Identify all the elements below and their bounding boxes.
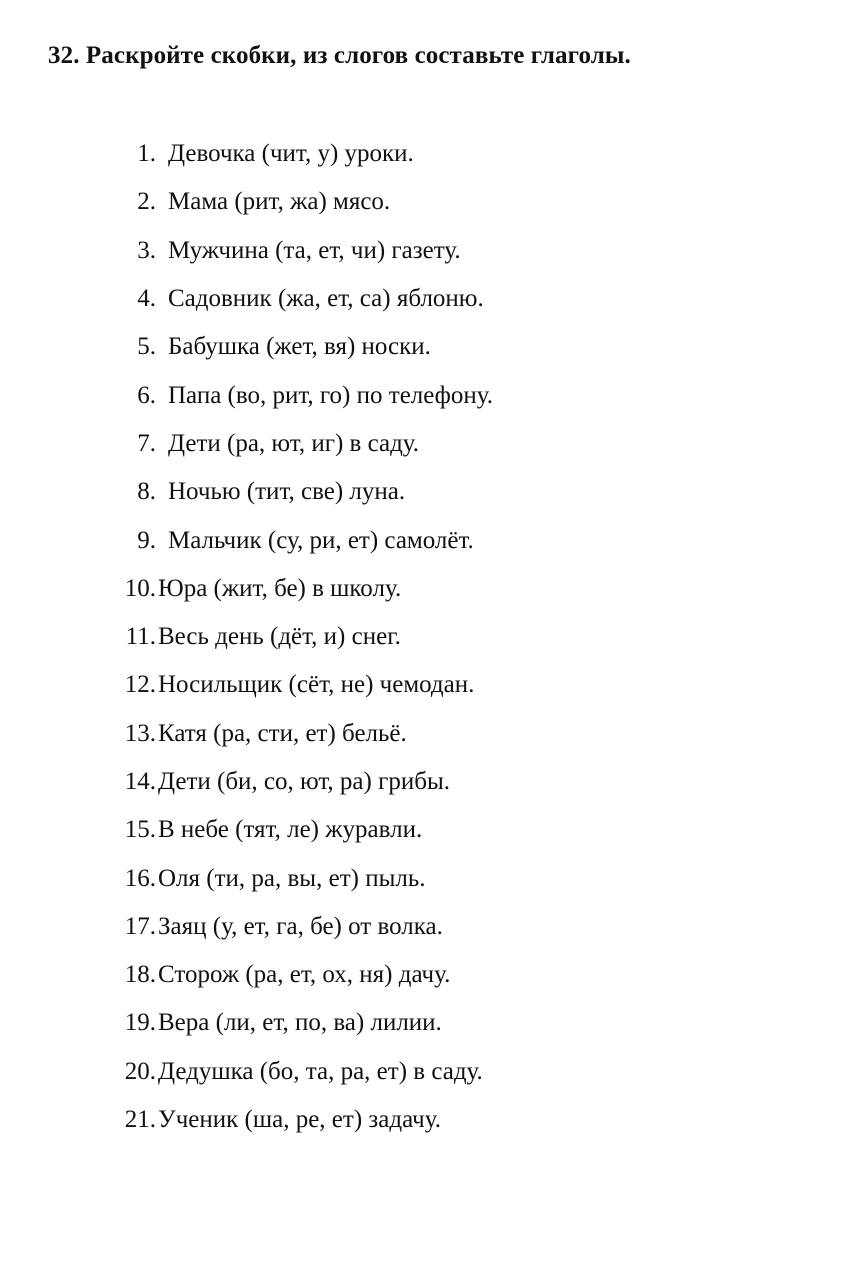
item-number: 10.: [124, 574, 156, 602]
item-number: 13.: [124, 719, 156, 747]
list-item: [110, 806, 810, 854]
list-item: [110, 661, 810, 709]
item-number: 5.: [137, 333, 156, 361]
item-sentence: Девочка (чит, у) уроки.: [168, 140, 414, 168]
list-item: [110, 903, 810, 951]
list-item: [110, 420, 810, 468]
list-item: [110, 275, 810, 323]
item-sentence: Мужчина (та, ет, чи) газету.: [168, 236, 461, 264]
list-item: [110, 371, 810, 419]
item-number: 21.: [124, 1106, 156, 1134]
item-sentence: Дедушка (бо, та, ра, ет) в саду.: [158, 1057, 483, 1085]
item-number: 7.: [137, 429, 156, 457]
item-sentence: Заяц (у, ет, га, бе) от волка.: [158, 912, 443, 940]
item-sentence: Вера (ли, ет, по, ва) лилии.: [158, 1009, 442, 1037]
list-item: [110, 130, 810, 178]
item-number: 19.: [124, 1009, 156, 1037]
item-sentence: Катя (ра, сти, ет) бельё.: [158, 719, 407, 747]
list-item: [110, 951, 810, 999]
item-sentence: Садовник (жа, ет, са) яблоню.: [168, 285, 484, 313]
list-item: [110, 758, 810, 806]
item-sentence: Носильщик (сёт, не) чемодан.: [158, 671, 475, 699]
item-sentence: В небе (тят, ле) журавли.: [158, 816, 423, 844]
item-sentence: Сторож (ра, ет, ох, ня) дачу.: [158, 961, 451, 989]
item-sentence: Мама (рит, жа) мясо.: [168, 188, 391, 216]
item-sentence: Юра (жит, бе) в школу.: [158, 574, 402, 602]
item-number: 14.: [124, 768, 156, 795]
list-item: [110, 1096, 810, 1144]
item-number: 16.: [124, 864, 156, 892]
list-item: [110, 516, 810, 564]
item-number: 11.: [125, 623, 156, 651]
item-number: 1.: [137, 140, 156, 168]
item-sentence: Весь день (дёт, и) снег.: [158, 623, 401, 651]
item-sentence: Ночью (тит, све) луна.: [168, 478, 406, 506]
item-sentence: Дети (би, со, ют, ра) грибы.: [158, 768, 450, 795]
list-item: [110, 854, 810, 902]
item-number: 17.: [124, 912, 156, 940]
list-item: [110, 468, 810, 516]
list-item: [110, 710, 810, 758]
list-item: [110, 178, 810, 226]
item-sentence: Ученик (ша, ре, ет) задачу.: [158, 1106, 441, 1134]
list-item: [110, 227, 810, 275]
item-number: 20.: [124, 1057, 156, 1085]
item-number: 9.: [137, 526, 156, 554]
item-sentence: Папа (во, рит, го) по телефону.: [168, 381, 493, 409]
item-sentence: Дети (ра, ют, иг) в саду.: [168, 429, 420, 457]
item-number: 12.: [124, 671, 156, 699]
item-number: 6.: [137, 381, 156, 409]
item-number: 8.: [137, 478, 156, 506]
list-item: [110, 613, 810, 661]
list-item: [110, 565, 810, 613]
item-number: 2.: [137, 188, 156, 216]
item-number: 15.: [124, 816, 156, 844]
item-number: 3.: [137, 236, 156, 264]
list-item: [110, 323, 810, 371]
item-sentence: Оля (ти, ра, вы, ет) пыль.: [158, 864, 426, 892]
item-number: 4.: [137, 285, 156, 313]
exercise-title: 32. Раскройте скобки, из слогов составьте глаголы.: [48, 42, 631, 69]
list-item: [110, 999, 810, 1047]
item-number: 18.: [124, 961, 156, 989]
list-item: [110, 1048, 810, 1096]
item-sentence: Мальчик (су, ри, ет) самолёт.: [168, 526, 474, 554]
item-sentence: Бабушка (жет, вя) носки.: [168, 333, 431, 361]
exercise-list: [110, 130, 810, 1144]
